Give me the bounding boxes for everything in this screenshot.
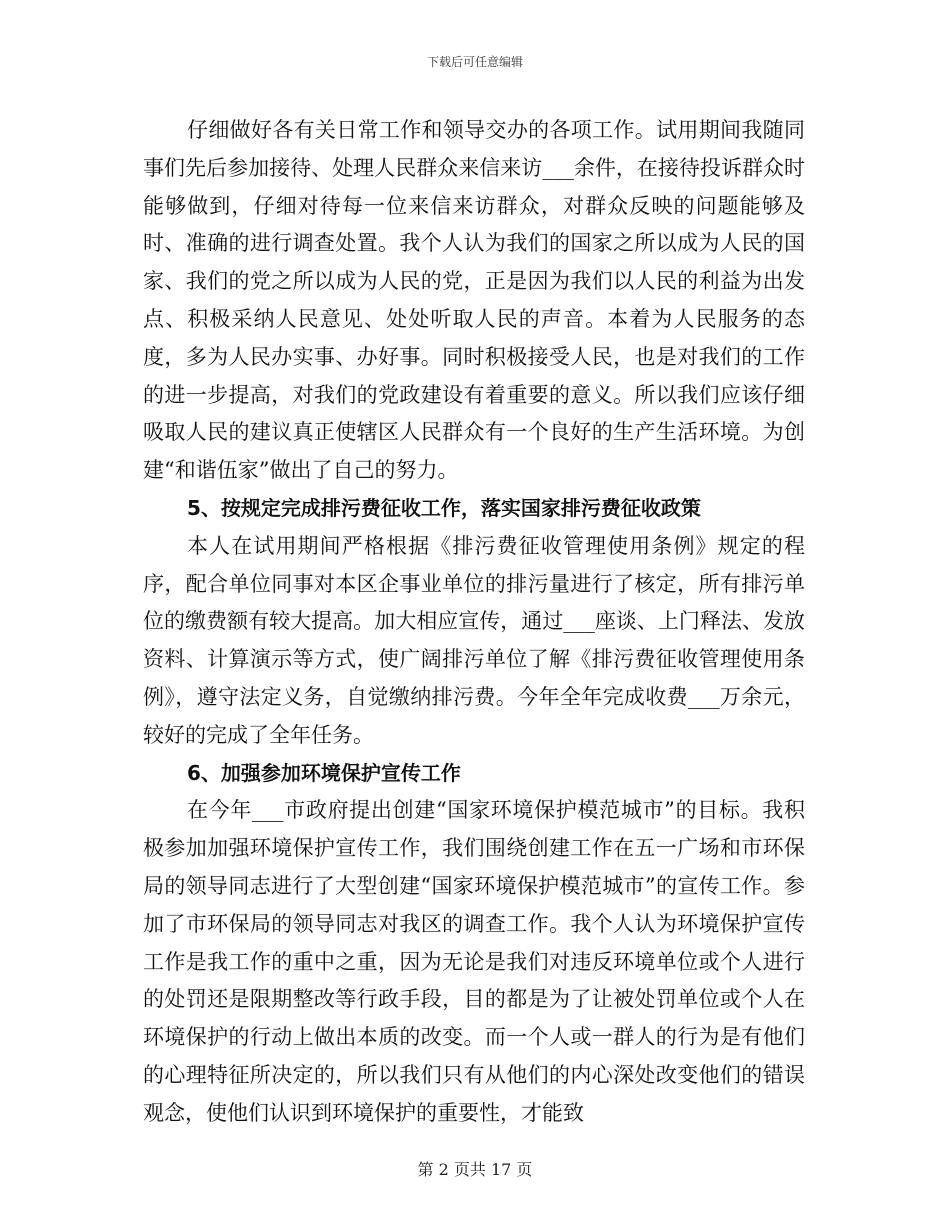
section-heading-6: 6、加强参加环境保护宣传工作 — [187, 760, 461, 785]
page-header: 下载后可任意编辑 — [426, 55, 523, 69]
section-heading-5: 5、按规定完成排污费征收工作，落实国家排污费征收政策 — [187, 495, 701, 520]
paragraph-sewage-fee: 本人在试用期间严格根据《排污费征收管理使用条例》规定的程序，配合单位同事对本区企事业单位的排污量进行了核定，所有排污单位的缴费额有较大提高。加大相应宣传，通过___座谈、上门释法、发放资料、计算演示等方式，使广阔排污单位了解《排污费征收管理使用条例》，遵守法定义务，自觉缴纳排污费。今年全年完成收费___万余元，较好的完成了全年任务。 — [143, 533, 805, 747]
page-footer: 第 2 页共 17 页 — [417, 1160, 533, 1179]
document-body — [143, 112, 805, 1133]
paragraph-reception-work: 仔细做好各有关日常工作和领导交办的各项工作。试用期间我随同事们先后参加接待、处理人民群众来信来访___余件，在接待投诉群众时能够做到，仔细对待每一位来信来访群众，对群众反映的问题能够及时、准确的进行调查处置。我个人认为我们的国家之所以成为人民的国家、我们的党之所以成为人民的党，正是因为我们以人民的利益为出发点、积极采纳人民意见、处处听取人民的声音。本着为人民服务的态度，多为人民办实事、办好事。同时积极接受人民，也是对我们的工作的进一步提高，对我们的党政建设有着重要的意义。所以我们应该仔细吸取人民的建议真正使辖区人民群众有一个良好的生产生活环境。为创建“和谐伍家”做出了自己的努力。 — [143, 118, 805, 483]
paragraph-environmental-publicity: 在今年___市政府提出创建“国家环境保护模范城市”的目标。我积极参加加强环境保护宣传工作，我们围绕创建工作在五一广场和市环保局的领导同志进行了大型创建“国家环境保护模范城市”的宣传工作。参加了市环保局的领导同志对我区的调查工作。我个人认为环境保护宣传工作是我工作的重中之重，因为无论是我们对违反环境单位或个人进行的处罚还是限期整改等行政手段，目的都是为了让被处罚单位或个人在环境保护的行动上做出本质的改变。而一个人或一群人的行为是有他们的心理特征所决定的，所以我们只有从他们的内心深处改变他们的错误观念，使他们认识到环境保护的重要性，才能致 — [143, 798, 805, 1125]
